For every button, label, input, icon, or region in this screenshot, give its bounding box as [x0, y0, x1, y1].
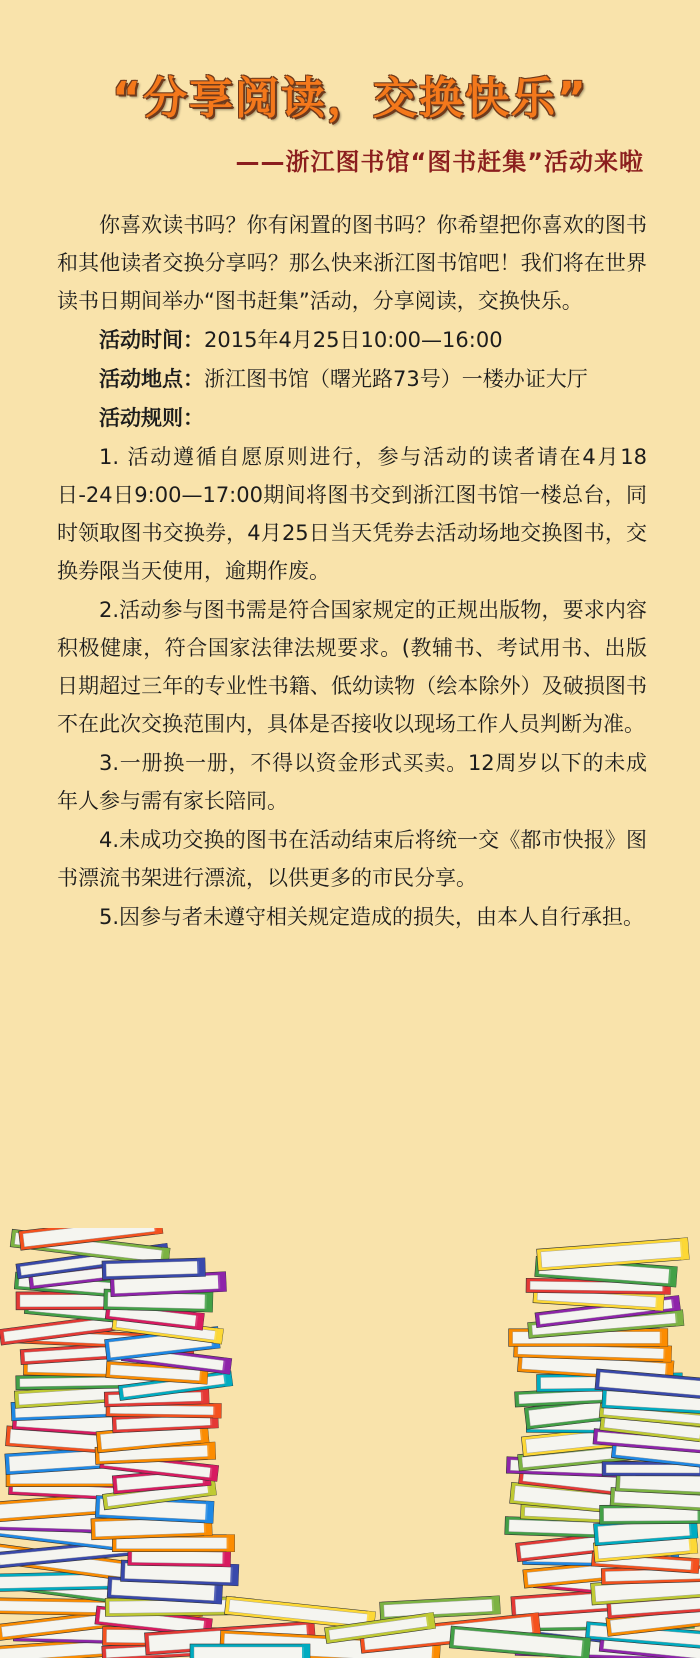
poster-body — [57, 206, 647, 937]
event-place — [57, 360, 647, 398]
rule-4: 4.未成功交换的图书在活动结束后将统一交《都市快报》图书漂流书架进行漂流，以供更多的市民分享。 — [57, 828, 647, 890]
place-value: 浙江图书馆（曙光路73号）一楼办证大厅 — [204, 367, 588, 391]
book — [102, 1258, 206, 1280]
intro-paragraph: 你喜欢读书吗？你有闲置的图书吗？你希望把你喜欢的图书和其他读者交换分享吗？那么快来浙江图书馆吧！我们将在世界读书日期间举办“图书赶集”活动，分享阅读，交换快乐。 — [57, 213, 647, 313]
rule-1: 1. 活动遵循自愿原则进行，参与活动的读者请在4月18日-24日9:00—17:00期间将图书交到浙江图书馆一楼总台，同时领取图书交换券，4月25日当天凭券去活动场地交换图书，交换券限当天使用，逾期作废。 — [57, 445, 647, 583]
event-time — [57, 321, 647, 359]
rule-3: 3.一册换一册，不得以资金形式买卖。12周岁以下的未成年人参与需有家长陪同。 — [57, 751, 647, 813]
time-value: 2015年4月25日10:00—16:00 — [204, 328, 503, 352]
rule-5: 5.因参与者未遵守相关规定造成的损失，由本人自行承担。 — [99, 905, 645, 929]
book-stacks-icon — [0, 1228, 700, 1658]
rules-label: 活动规则： — [99, 406, 204, 430]
time-label: 活动时间： — [99, 328, 204, 352]
poster-title: “分享阅读，交换快乐” — [112, 73, 588, 124]
book — [380, 1596, 501, 1620]
rule-2: 2.活动参与图书需是符合国家规定的正规出版物，要求内容积极健康，符合国家法律法规要求。(教辅书、考试用书、出版日期超过三年的专业性书籍、低幼读物（绘本除外）及破损图书不在此次交换范围内，具体是否接收以现场工作人员判断为准。 — [57, 598, 647, 736]
place-label: 活动地点： — [99, 367, 204, 391]
poster-subtitle: ——浙江图书馆“图书赶集”活动来啦 — [235, 148, 644, 176]
book — [190, 1644, 310, 1658]
